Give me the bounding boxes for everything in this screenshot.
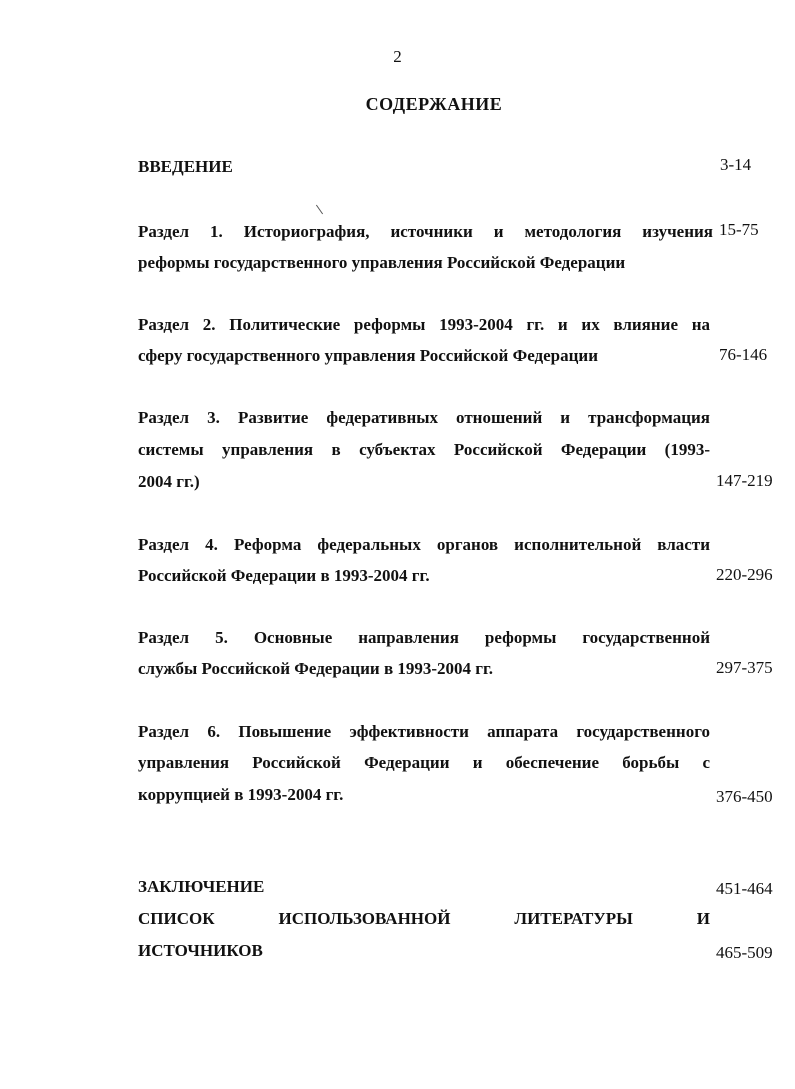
- toc-bibliography-pages: 465-509: [716, 943, 773, 962]
- toc-section-5-line-1: Раздел 5. Основные направления реформы государственной: [138, 628, 710, 647]
- toc-section-3-line-2: системы управления в субъектах Российской Федерации (1993-: [138, 440, 710, 459]
- page-number: 2: [393, 47, 402, 66]
- toc-section-2-pages: 76-146: [719, 345, 768, 364]
- toc-section-1-line-2: реформы государственного управления Российской Федерации: [138, 253, 626, 272]
- stray-mark: [316, 205, 323, 215]
- toc-section-6-pages: 376-450: [716, 787, 773, 806]
- toc-section-1-pages: 15-75: [719, 220, 759, 239]
- toc-section-4-pages: 220-296: [716, 565, 773, 584]
- toc-section-2-line-2: сферу государственного управления Российской Федерации: [138, 346, 599, 365]
- toc-intro-pages: 3-14: [720, 155, 752, 174]
- toc-section-6-line-1: Раздел 6. Повышение эффективности аппарата государственного: [138, 722, 710, 741]
- toc-section-2-line-1: Раздел 2. Политические реформы 1993-2004 гг. и их влияние на: [138, 315, 710, 334]
- toc-section-4-line-1: Раздел 4. Реформа федеральных органов исполнительной власти: [138, 535, 710, 554]
- toc-section-6-line-3: коррупцией в 1993-2004 гг.: [138, 785, 344, 804]
- toc-intro-label: ВВЕДЕНИЕ: [138, 157, 233, 176]
- toc-section-1-line-1: Раздел 1. Историография, источники и методология изучения: [138, 222, 713, 241]
- toc-section-4-line-2: Российской Федерации в 1993-2004 гг.: [138, 566, 430, 585]
- toc-conclusion-label: ЗАКЛЮЧЕНИЕ: [138, 877, 265, 896]
- toc-conclusion-pages: 451-464: [716, 879, 773, 898]
- toc-bibliography-line-1: СПИСОК ИСПОЛЬЗОВАННОЙ ЛИТЕРАТУРЫ И: [138, 909, 710, 928]
- page-title: СОДЕРЖАНИЕ: [365, 94, 503, 114]
- toc-section-5-line-2: службы Российской Федерации в 1993-2004 гг.: [138, 659, 494, 678]
- toc-section-6-line-2: управления Российской Федерации и обеспечение борьбы с: [138, 753, 710, 772]
- toc-section-3-line-1: Раздел 3. Развитие федеративных отношений и трансформация: [138, 408, 710, 427]
- toc-bibliography-line-2: ИСТОЧНИКОВ: [138, 941, 263, 960]
- toc-section-5-pages: 297-375: [716, 658, 773, 677]
- toc-section-3-line-3: 2004 гг.): [138, 472, 200, 491]
- toc-section-3-pages: 147-219: [716, 471, 773, 490]
